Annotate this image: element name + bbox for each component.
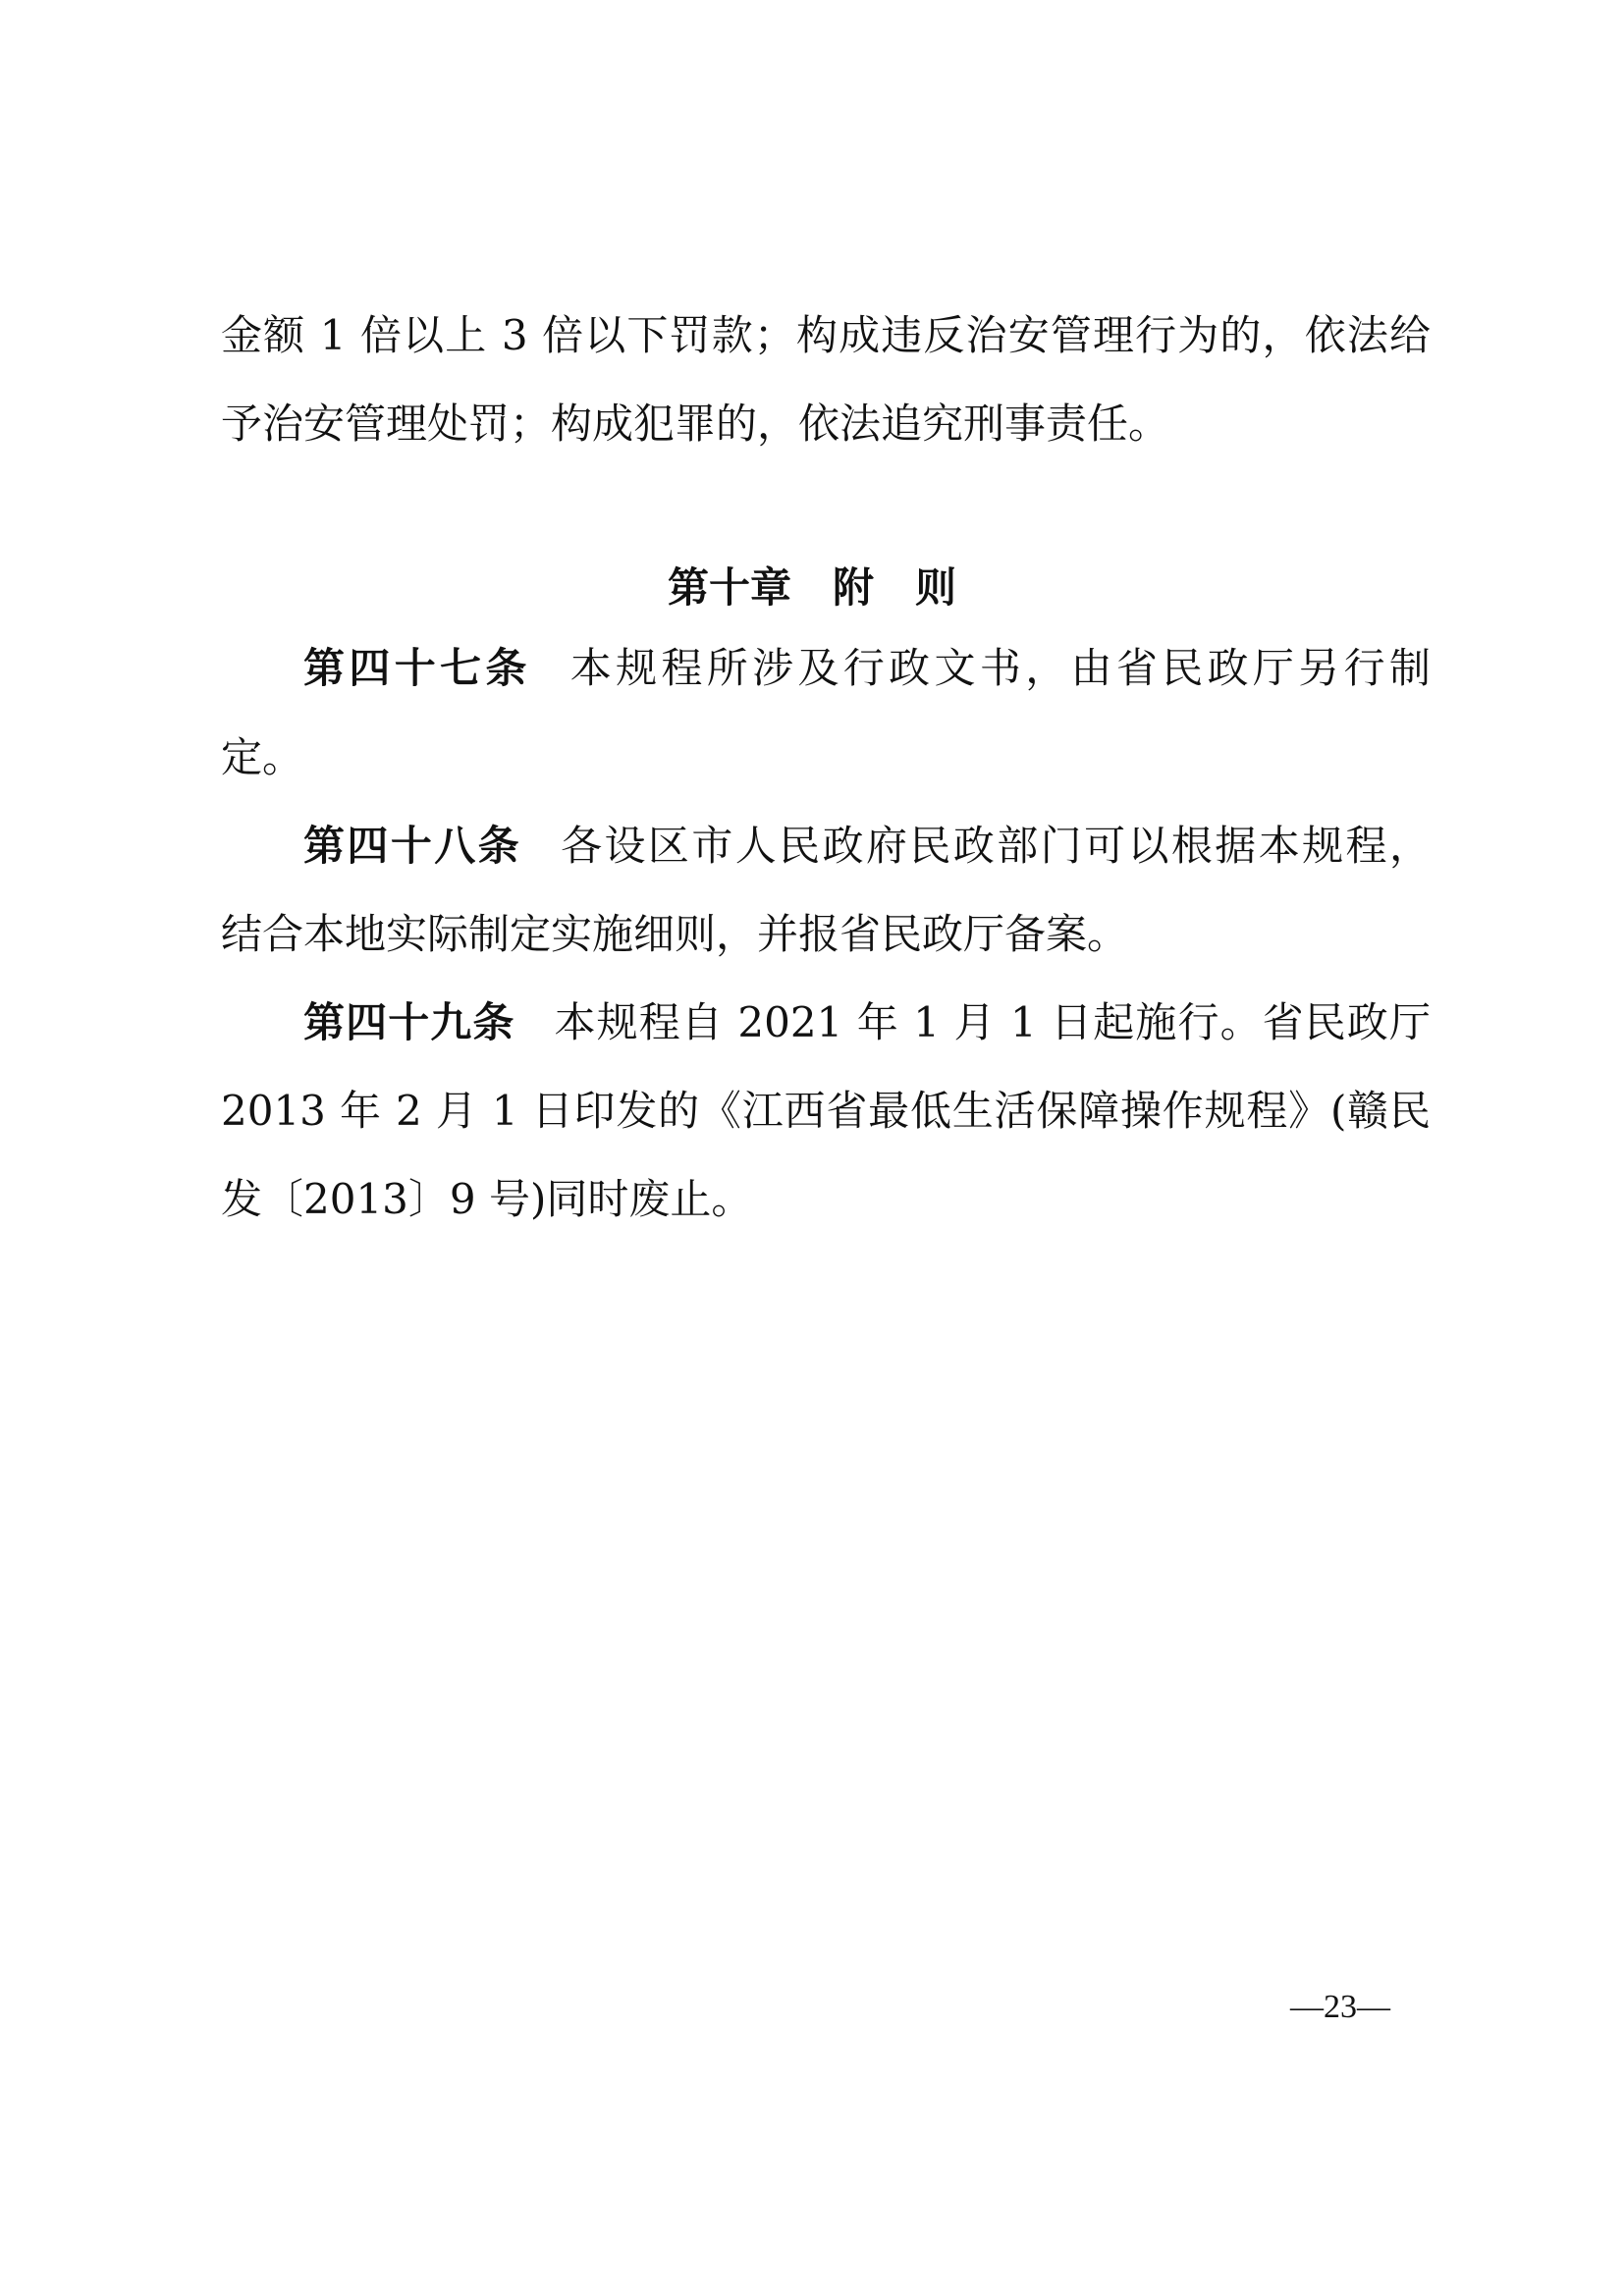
page-number: —23— [1290,1989,1390,2025]
article-49-line3: 发〔2013〕9 号)同时废止。 [221,1175,753,1223]
article-47-text: 本规程所涉及行政文书，由省民政厅另行制 [569,644,1431,692]
article-49-line2: 2013 年 2 月 1 日印发的《江西省最低生活保障操作规程》(赣民 [221,1087,1431,1135]
article-48-text: 各设区市人民政府民政部门可以根据本规程， [561,822,1431,870]
article-47-line1 [303,639,1431,698]
article-48-line1 [303,817,1431,876]
article-49-text: 本规程自 2021 年 1 月 1 日起施行。省民政厅 [554,998,1431,1046]
article-49-line1 [303,993,1431,1052]
chapter-heading: 第十章 附 则 [667,563,956,612]
article-47-line2: 定。 [221,733,304,781]
paragraph-line: 予治安管理处罚；构成犯罪的，依法追究刑事责任。 [221,400,1170,448]
article-47-number: 第四十七条 [303,644,531,692]
article-48-line2: 结合本地实际制定实施细则，并报省民政厅备案。 [221,910,1129,958]
article-49-number: 第四十九条 [303,998,515,1046]
paragraph-line: 金额 1 倍以上 3 倍以下罚款；构成违反治安管理行为的，依法给 [221,311,1431,359]
article-48-number: 第四十八条 [303,822,522,870]
